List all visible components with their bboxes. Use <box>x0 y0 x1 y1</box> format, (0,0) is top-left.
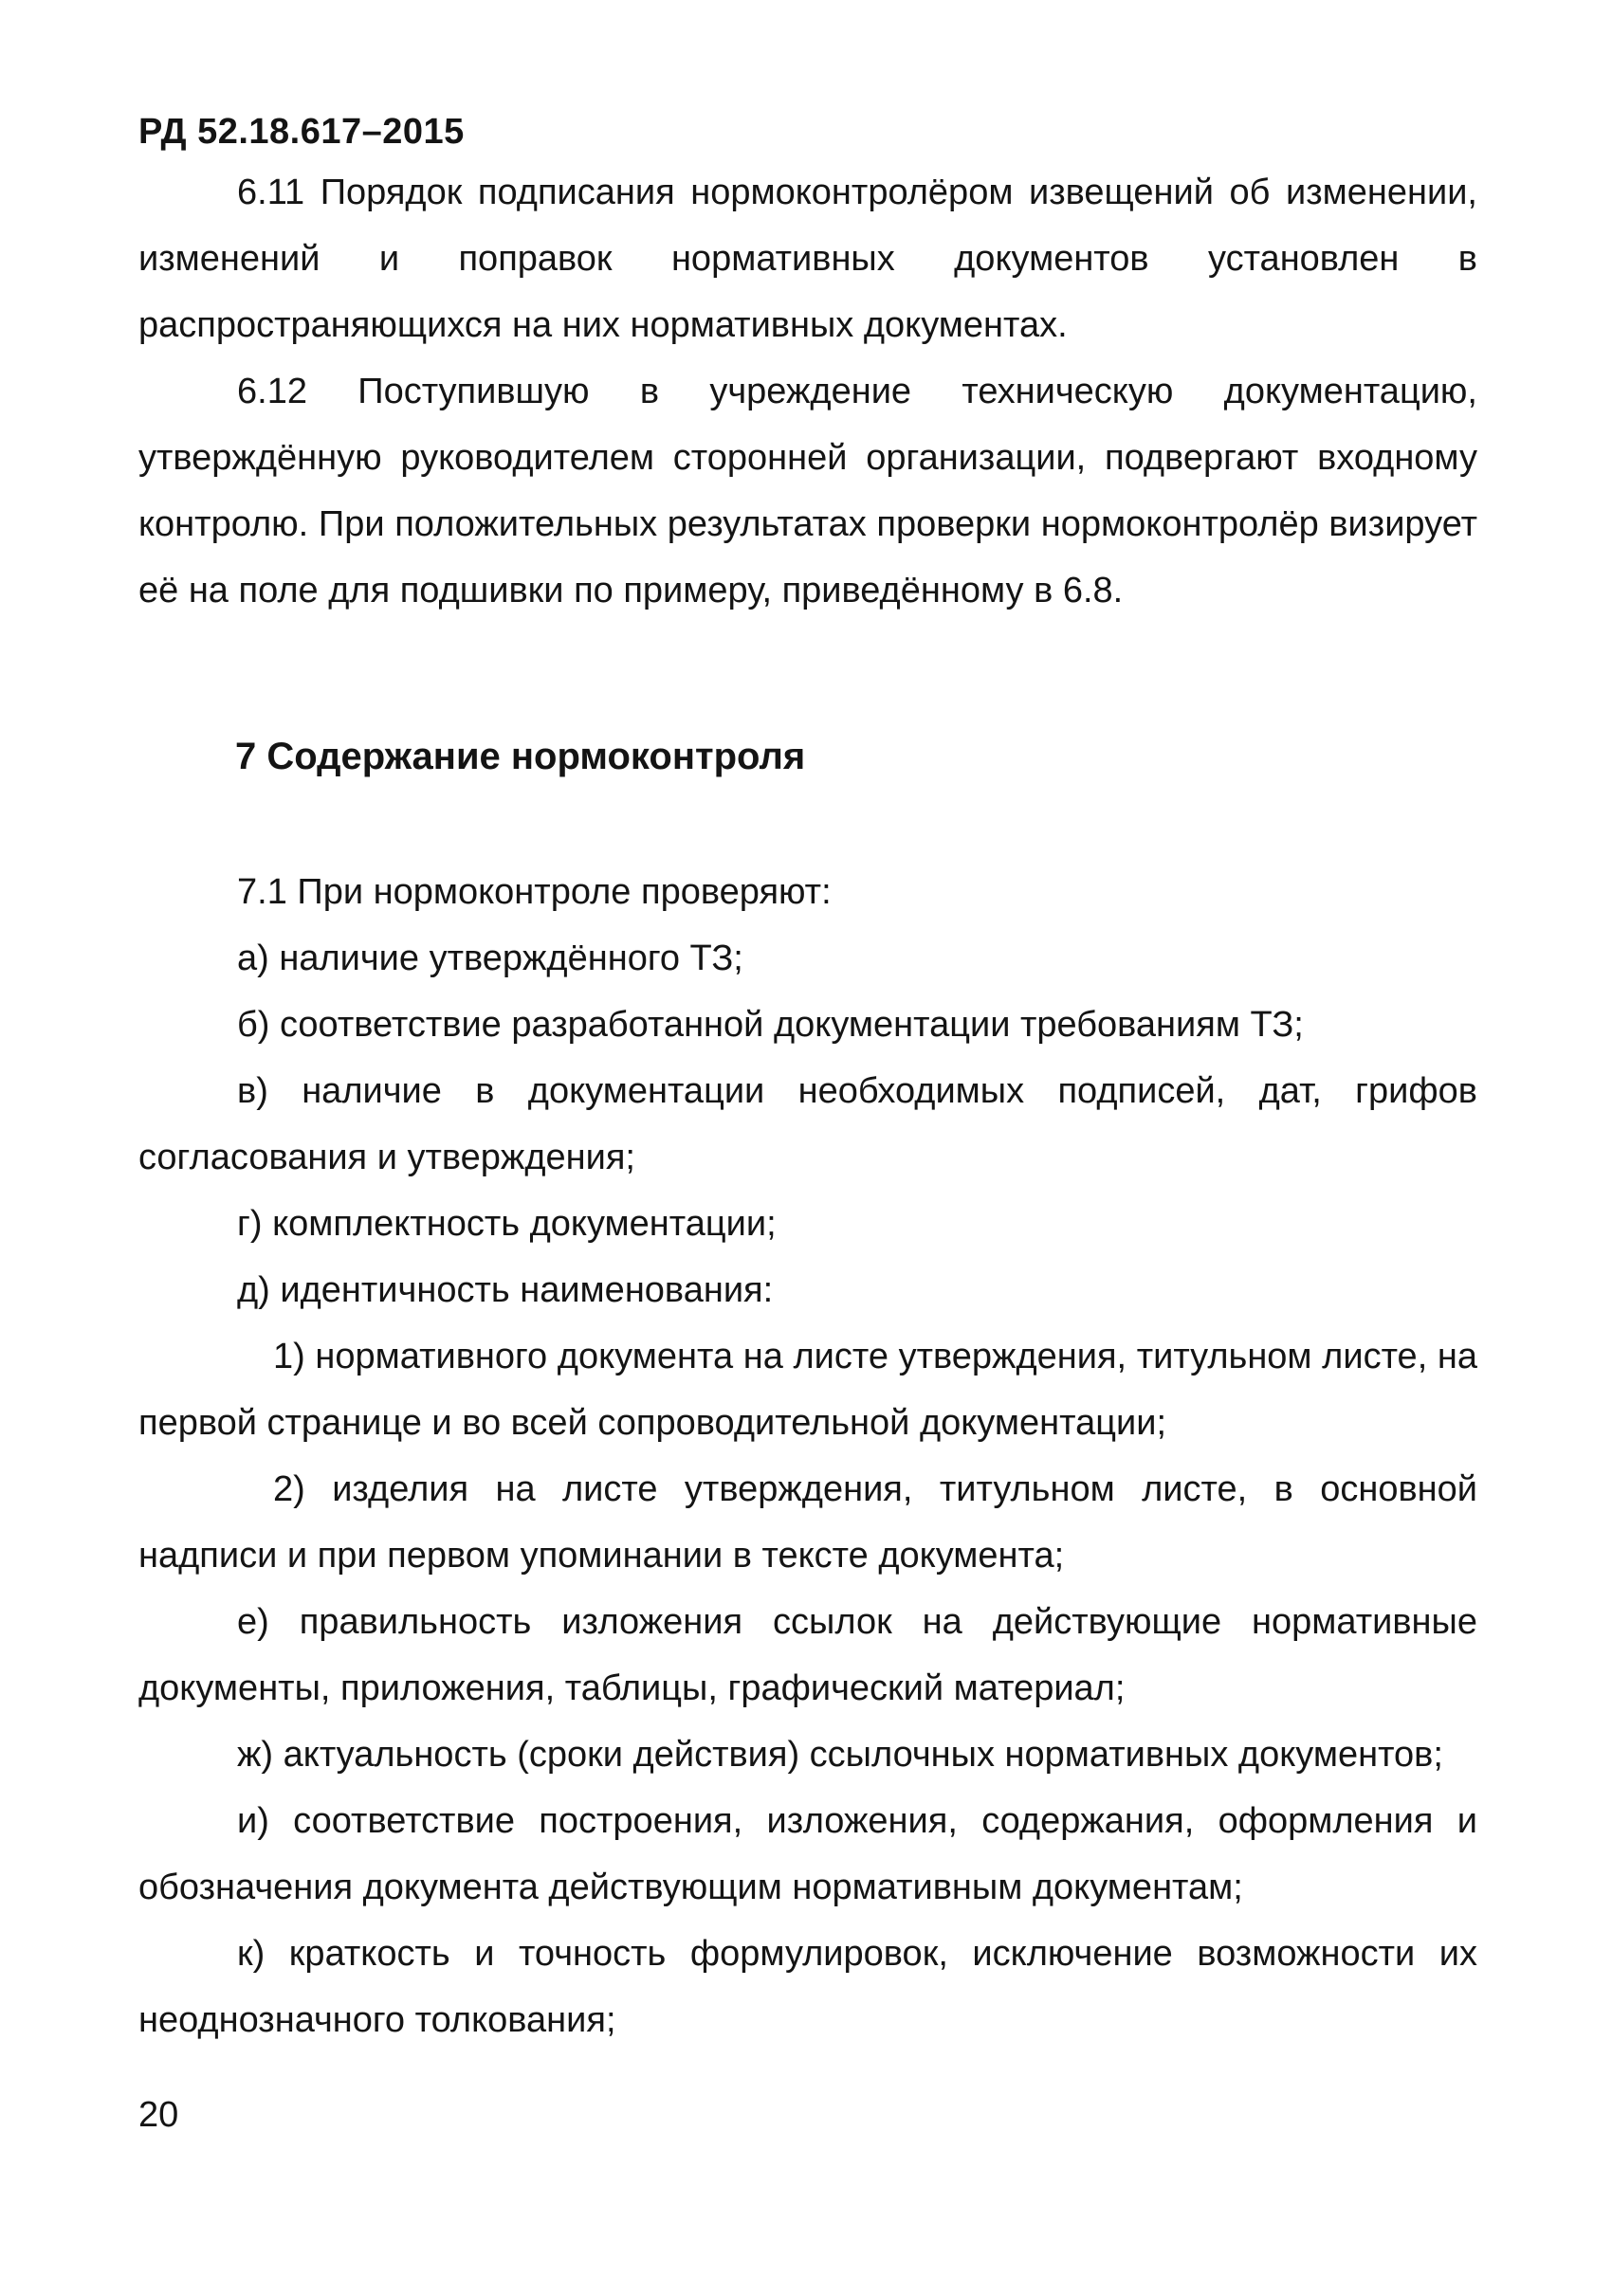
top-paragraphs <box>138 159 1477 624</box>
section-content <box>138 859 1477 2053</box>
list-subitem-d1: 1) нормативного документа на листе утверждения, титульном листе, на первой странице и во всей сопроводительной документации; <box>138 1337 1477 1443</box>
page-number: 20 <box>138 2095 179 2135</box>
list-item-d: д) идентичность наименования: <box>237 1270 774 1310</box>
list-subitem-d2: 2) изделия на листе утверждения, титульном листе, в основной надписи и при первом упоминании в тексте документа; <box>138 1469 1477 1576</box>
list-item-zh: ж) актуальность (сроки действия) ссылочных нормативных документов; <box>237 1735 1443 1775</box>
paragraph-7-1: 7.1 При нормоконтроле проверяют: <box>237 872 832 912</box>
section-title: 7 Содержание нормоконтроля <box>235 736 806 777</box>
paragraph-6-11: 6.11 Порядок подписания нормоконтролёром извещений об изменении, изменений и поправок нормативных документов установлен в распространяющихся на них нормативных документах. <box>138 173 1477 345</box>
list-item-e: е) правильность изложения ссылок на действующие нормативные документы, приложения, таблицы, графический материал; <box>138 1602 1477 1708</box>
list-item-b: б) соответствие разработанной документации требованиям ТЗ; <box>237 1005 1304 1045</box>
document-code-header: РД 52.18.617–2015 <box>138 112 465 152</box>
list-item-k: к) краткость и точность формулировок, исключение возможности их неоднозначного толкования; <box>138 1934 1477 2040</box>
list-item-i: и) соответствие построения, изложения, содержания, оформления и обозначения документа действующим нормативным документам; <box>138 1801 1477 1907</box>
paragraph-6-12: 6.12 Поступившую в учреждение техническую документацию, утверждённую руководителем сторонней организации, подвергают входному контролю. При положительных результатах проверки нормоконтролёр визирует её на поле для подшивки по примеру, приведённому в 6.8. <box>138 372 1477 610</box>
list-item-v: в) наличие в документации необходимых подписей, дат, грифов согласования и утверждения; <box>138 1071 1477 1177</box>
list-item-a: а) наличие утверждённого ТЗ; <box>237 938 743 978</box>
list-item-g: г) комплектность документации; <box>237 1204 777 1244</box>
